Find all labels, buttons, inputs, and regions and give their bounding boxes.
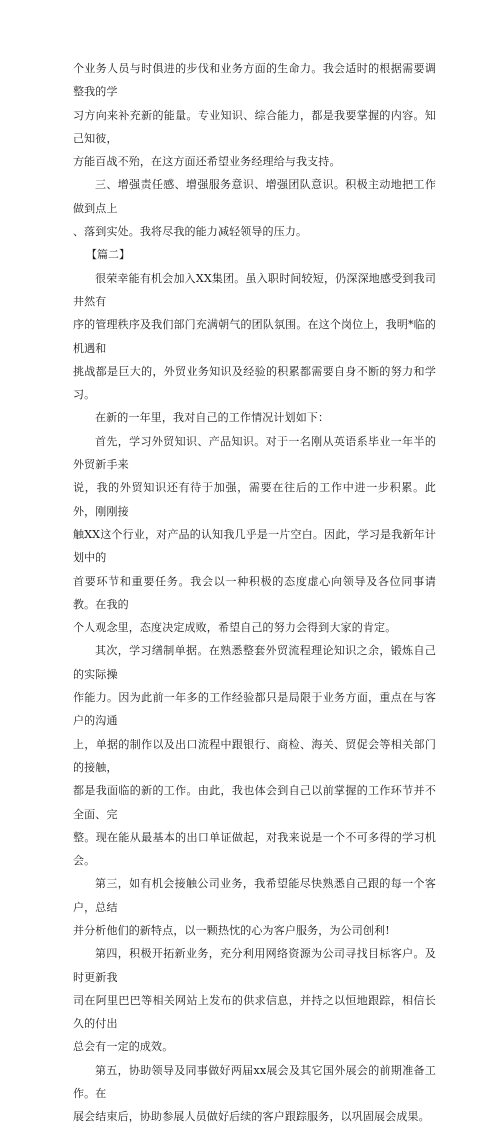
intro-paragraph: 很荣幸能有机会加入XX集团。虽入职时间较短，仍深深地感受到我司井然有 序的管理秩序及我们部门充满朝气的团队氛围。在这个岗位上，我明*临的机遇和 挑战都是巨大的，外贸业务知识及经验的积累都需要自身不断的努力和学习。 (73, 271, 436, 402)
plan-item-third: 第三，如有机会接触公司业务，我希望能尽快熟悉自己跟的每一个客户，总结 并分析他们的新特点，以一颗热忱的心为客户服务，为公司创利! (73, 877, 436, 937)
plan-item-first: 首先，学习外贸知识、产品知识。对于一名刚从英语系毕业一年半的外贸新手来 说，我的外贸知识还有待于加强，需要在往后的工作中进一步积累。此外，刚刚接 触XX这个行业，对产品的认知我几乎是一片空白。因此，学习是我新年计划中的 首要环节和重要任务。我会以一种积极的态度虚心向领导及各位同事请教。在我的 个人观念里，态度决定成败，希望自己的努力会得到大家的肯定。 (73, 434, 436, 635)
plan-item-fifth: 第五，协助领导及同事做好两届xx展会及其它国外展会的前期准备工作。在 展会结束后，协助参展人员做好后续的客户跟踪服务，以巩固展会成果。 (73, 1063, 436, 1124)
point-three-paragraph: 三、增强责任感、增强服务意识、增强团队意识。积极主动地把工作做到点上 、落到实处。我将尽我的能力减轻领导的压力。 (73, 178, 436, 239)
plan-item-second: 其次，学习缮制单据。在熟悉整套外贸流程理论知识之余，锻炼自己的实际操 作能力。因为此前一年多的工作经验都只是局限于业务方面，重点在与客户的沟通 上，单据的制作以及出口流程中跟银行、商检、海关、贸促会等相关部门的接触， 都是我面临的新的工作。由此，我也体会到自己以前掌握的工作环节并不全面、完 整。现在能从最基本的出口单证做起，对我来说是一个不可多得的学习机会。 (73, 644, 436, 868)
continuation-paragraph: 个业务人员与时俱进的步伐和业务方面的生命力。我会适时的根据需要调整我的学 习方向来补充新的能量。专业知识、综合能力，都是我要掌握的内容。知己知彼， 方能百战不殆，在这方面还希望业务经理给与我支持。 (73, 62, 436, 169)
section-label: 【篇二】 (86, 248, 130, 262)
plan-intro-paragraph: 在新的一年里，我对自己的工作情况计划如下： (95, 411, 330, 425)
plan-item-fourth: 第四，积极开拓新业务，充分利用网络资源为公司寻找目标客户。及时更新我 司在阿里巴巴等相关网站上发布的供求信息，并持之以恒地跟踪，相信长久的付出 总会有一定的成效。 (73, 947, 436, 1054)
